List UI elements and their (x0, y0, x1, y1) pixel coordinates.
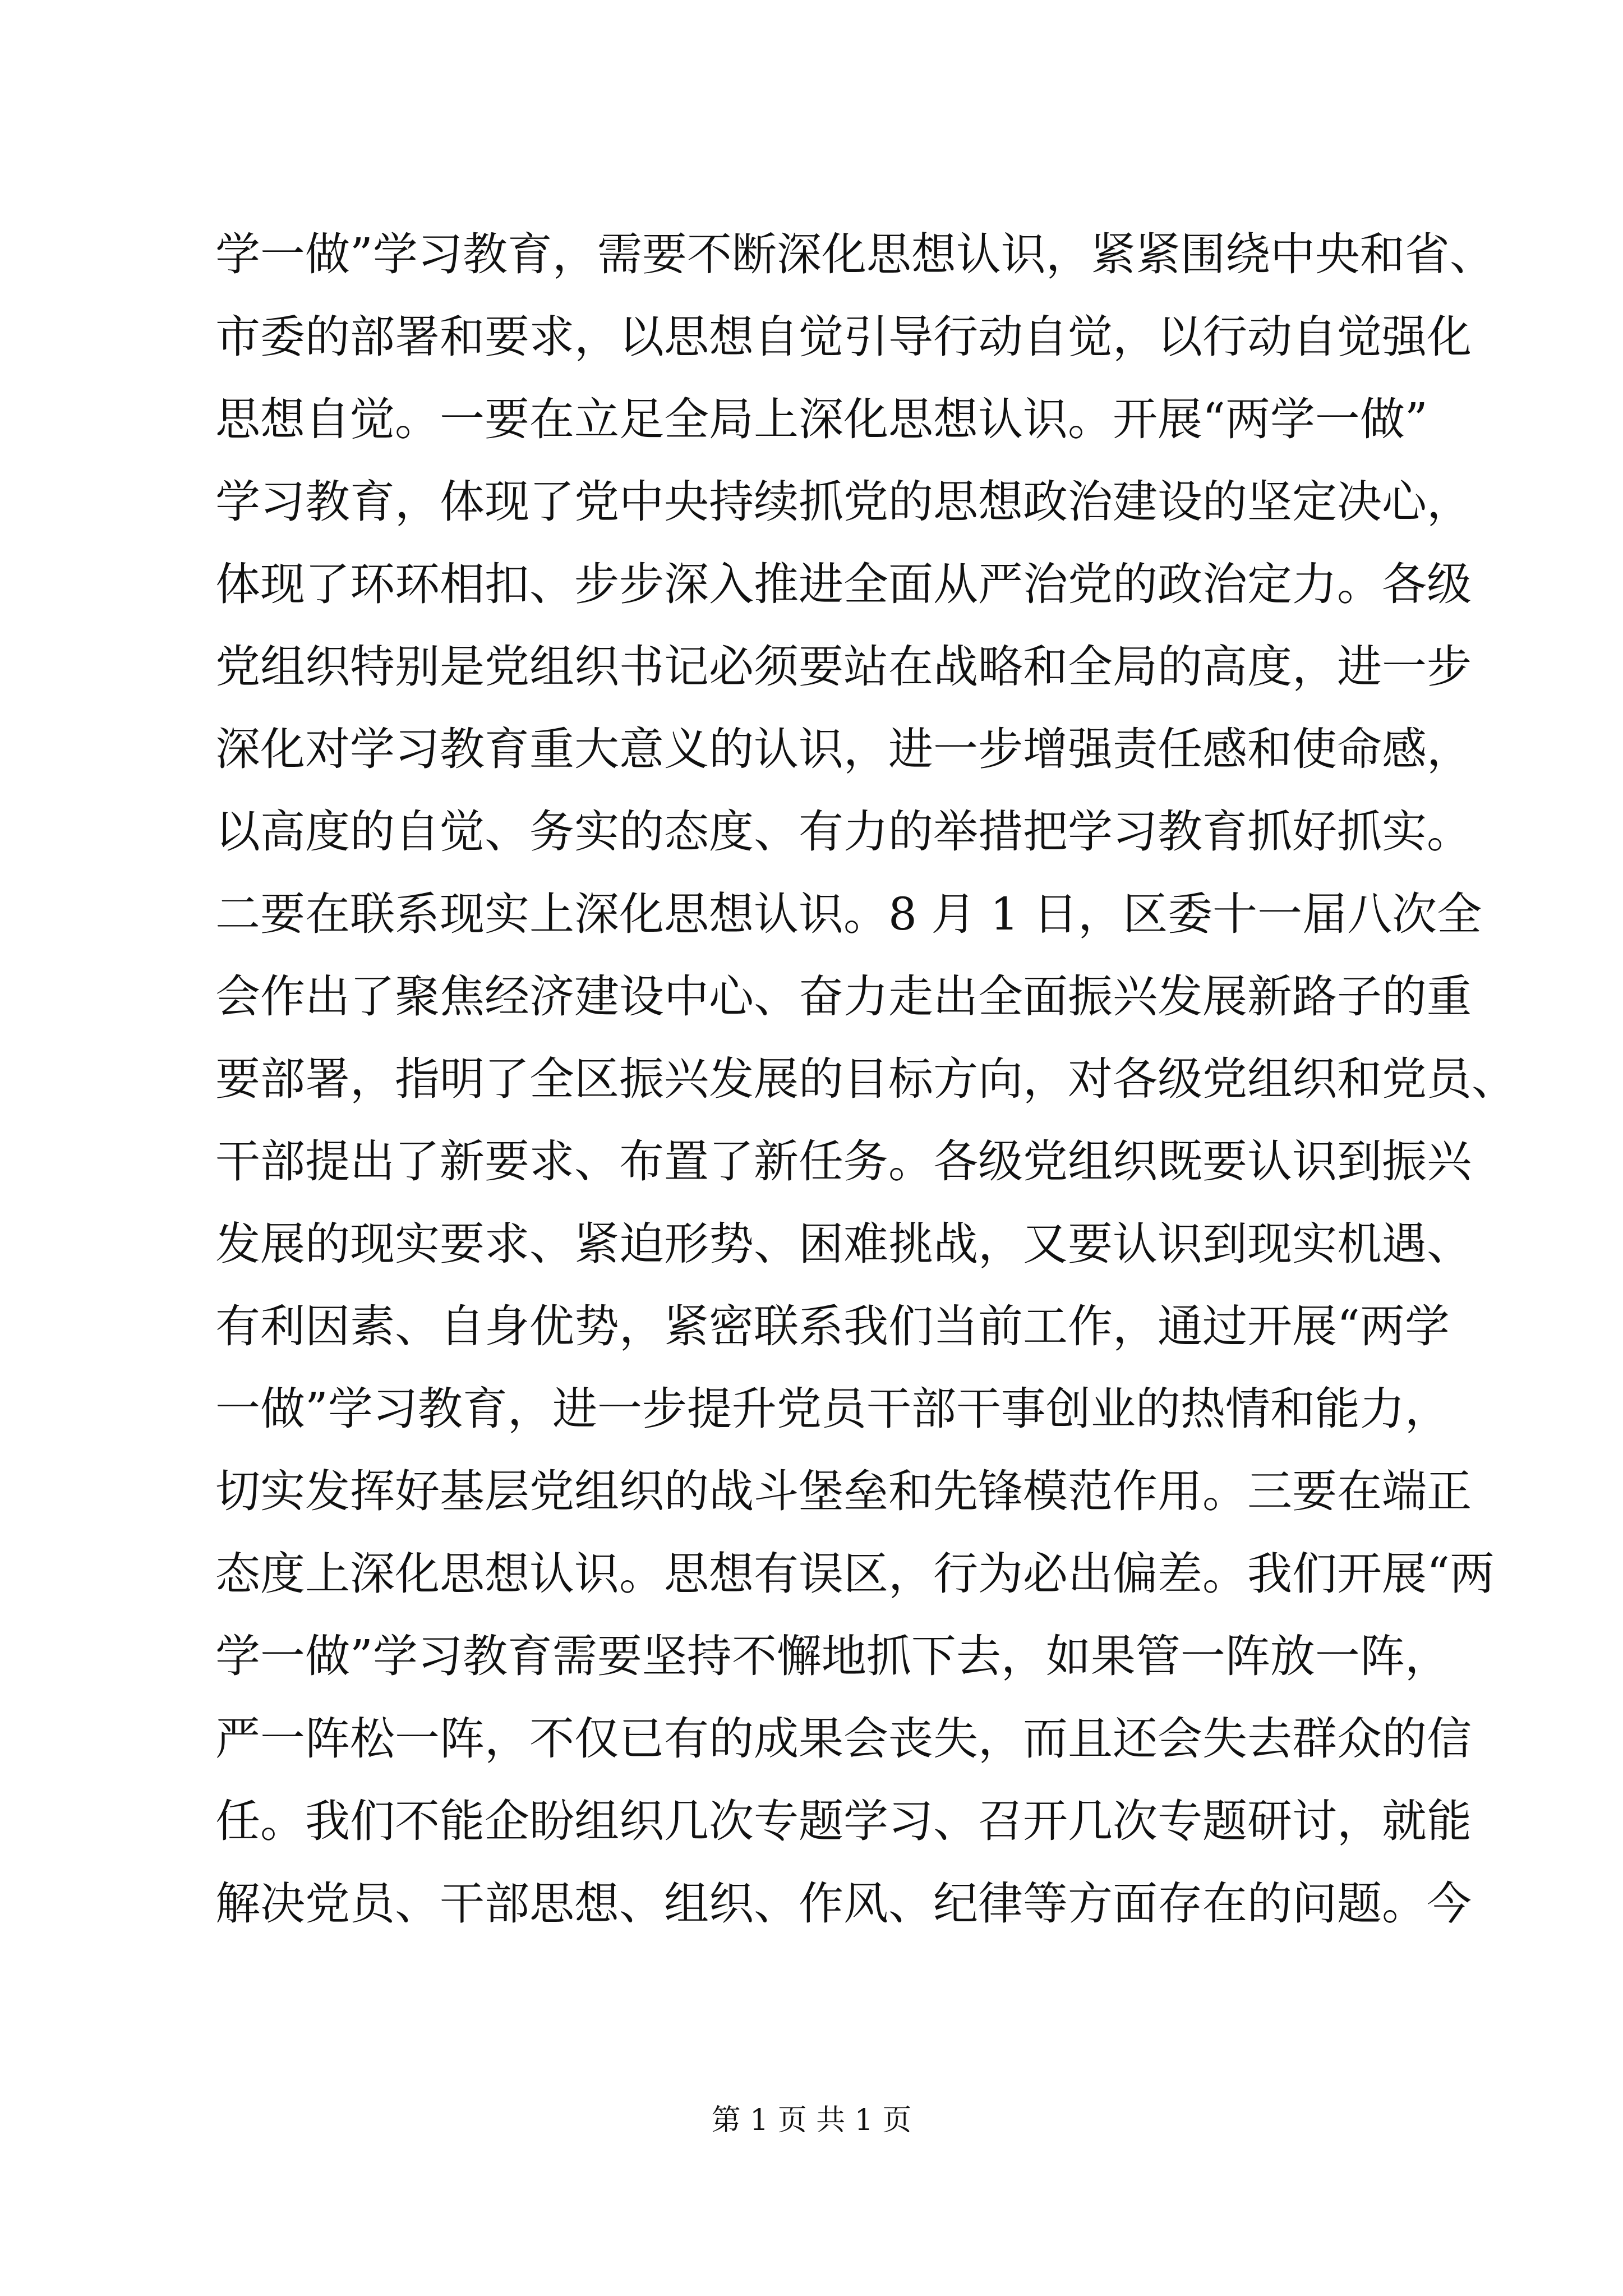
text-line: 学习教育，体现了党中央持续抓党的思想政治建设的坚定决心， (215, 476, 1472, 528)
text-line: 深化对学习教育重大意义的认识，进一步增强责任感和使命感， (215, 723, 1472, 775)
text-line: 解决党员、干部思想、组织、作风、纪律等方面存在的问题。今 (215, 1878, 1472, 1930)
text-line: 党组织特别是党组织书记必须要站在战略和全局的高度，进一步 (215, 641, 1472, 693)
text-line: 学一做”学习教育需要坚持不懈地抓下去，如果管一阵放一阵， (215, 1630, 1450, 1682)
text-line: 体现了环环相扣、步步深入推进全面从严治党的政治定力。各级 (215, 558, 1472, 610)
text-line: 思想自觉。一要在立足全局上深化思想认识。开展“两学一做” (215, 393, 1428, 445)
page-footer (0, 2098, 1623, 2143)
page-number: 第 1 页 共 1 页 (711, 2104, 912, 2137)
text-line: 切实发挥好基层党组织的战斗堡垒和先锋模范作用。三要在端正 (215, 1465, 1472, 1517)
text-line: 干部提出了新要求、布置了新任务。各级党组织既要认识到振兴 (215, 1135, 1472, 1188)
text-line: 要部署，指明了全区振兴发展的目标方向，对各级党组织和党员、 (215, 1053, 1516, 1105)
text-line: 任。我们不能企盼组织几次专题学习、召开几次专题研讨，就能 (215, 1795, 1472, 1847)
text-line: 市委的部署和要求，以思想自觉引导行动自觉，以行动自觉强化 (215, 311, 1472, 363)
text-line: 有利因素、自身优势，紧密联系我们当前工作，通过开展“两学 (215, 1300, 1450, 1352)
body-text (215, 213, 1516, 1945)
text-line: 严一阵松一阵，不仅已有的成果会丧失，而且还会失去群众的信 (215, 1713, 1472, 1765)
text-line: 学一做”学习教育，需要不断深化思想认识，紧紧围绕中央和省、 (215, 228, 1495, 280)
text-line: 一做”学习教育，进一步提升党员干部干事创业的热情和能力， (215, 1383, 1450, 1435)
text-line: 二要在联系现实上深化思想认识。8 月 1 日，区委十一届八次全 (215, 888, 1482, 940)
text-line: 发展的现实要求、紧迫形势、困难挑战，又要认识到现实机遇、 (215, 1218, 1472, 1270)
text-line: 态度上深化思想认识。思想有误区，行为必出偏差。我们开展“两 (215, 1548, 1495, 1600)
text-line: 以高度的自觉、务实的态度、有力的举措把学习教育抓好抓实。 (215, 806, 1472, 858)
text-line: 会作出了聚焦经济建设中心、奋力走出全面振兴发展新路子的重 (215, 970, 1472, 1023)
